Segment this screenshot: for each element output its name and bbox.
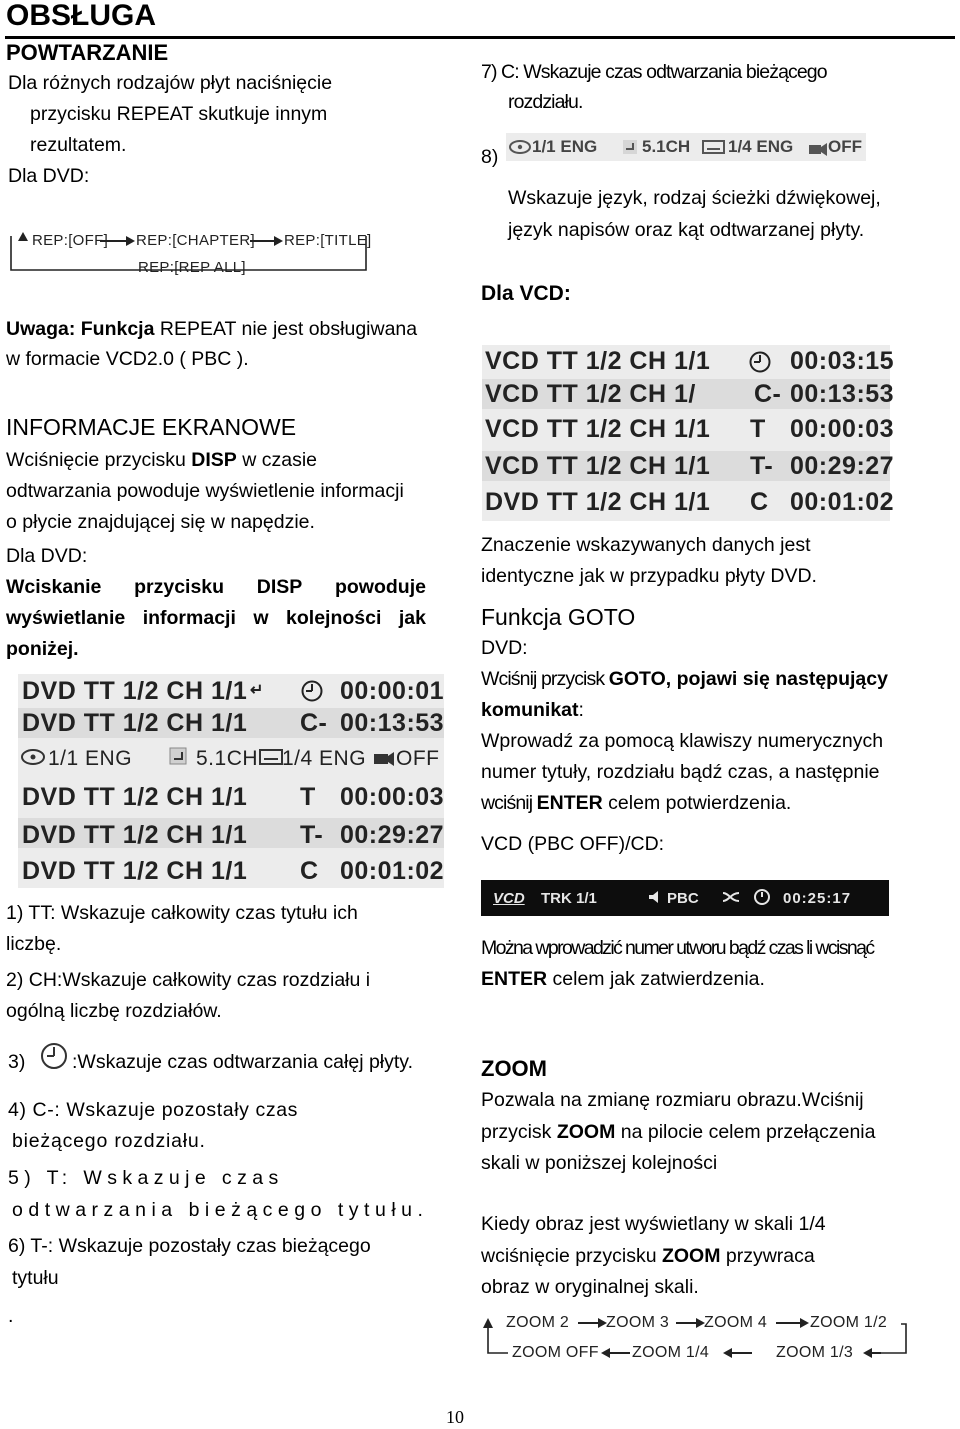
legend-2b: ogólną liczbę rozdziałów. bbox=[6, 1000, 222, 1022]
repeat-text-2: przycisku REPEAT skutkuje innym bbox=[30, 103, 328, 125]
legend-1b: liczbę. bbox=[6, 933, 62, 955]
vcd-text-1: Znaczenie wskazywanych danych jest bbox=[481, 534, 811, 556]
legend-6b: tytułu bbox=[12, 1267, 59, 1289]
zoom-text-4: Kiedy obraz jest wyświetlany w skali 1/4 bbox=[481, 1213, 826, 1235]
info-justified-3: poniżej. bbox=[6, 638, 79, 660]
goto-text-2: komunikat: bbox=[481, 699, 584, 721]
goto-dvd-label: DVD: bbox=[481, 637, 528, 659]
info-text-3: o płycie znajdującej się w napędzie. bbox=[6, 511, 315, 533]
repeat-note-2: w formacie VCD2.0 ( PBC ). bbox=[6, 348, 249, 370]
legend-4a: 4) C-: Wskazuje pozostały czas bbox=[8, 1099, 298, 1121]
audio-info-bar: 1/1 ENG 5.1CH 1/4 ENG OFF bbox=[506, 133, 866, 161]
zoom-2-label: ZOOM 2 bbox=[506, 1314, 570, 1331]
repeat-text-3: rezultatem. bbox=[30, 134, 127, 156]
info-dvd-label: Dla DVD: bbox=[6, 545, 88, 567]
info-justified-2: wyświetlanie informacji w kolejności jak bbox=[6, 607, 426, 629]
goto-text-7: ENTER celem jak zatwierdzenia. bbox=[481, 968, 765, 990]
time-readout: 00:25:17 bbox=[783, 890, 852, 907]
repeat-chapter-label: REP:[CHAPTER] bbox=[136, 232, 255, 249]
zoom-3-label: ZOOM 3 bbox=[606, 1314, 670, 1331]
goto-text-4: numer tytuły, rozdziału bądź czas, a następnie bbox=[481, 761, 880, 783]
subtitle-icon bbox=[258, 746, 284, 777]
clock-icon bbox=[748, 350, 772, 381]
pbc-label: PBC bbox=[667, 890, 699, 907]
page-number: 10 bbox=[446, 1407, 464, 1427]
header-rule bbox=[5, 36, 955, 39]
vcd-logo: VCD bbox=[493, 890, 525, 907]
zoom-text-2: przycisk ZOOM na pilocie celem przełączenia bbox=[481, 1121, 876, 1143]
legend-6a: 6) T-: Wskazuje pozostały czas bieżącego bbox=[8, 1235, 371, 1257]
clock-icon bbox=[300, 679, 324, 710]
goto-text-1: Wciśnij przycisk GOTO, pojawi się następujący bbox=[481, 668, 888, 690]
zoom-flow-diagram bbox=[482, 1310, 912, 1368]
repeat-text-1: Dla różnych rodzajów płyt naciśnięcie bbox=[8, 72, 333, 94]
repeat-heading: POWTARZANIE bbox=[6, 40, 169, 65]
repeat-title-label: REP:[TITLE] bbox=[284, 232, 372, 249]
dvd-display-panel: DVD TT 1/2 CH 1/1 ↵ 00:00:01 DVD TT 1/2 CH 1/1 C- 00:13:53 1/1 ENG 5.1CH 1/4 ENG OFF DVD TT 1/2 CH 1/1 T 00:00:03 DVD TT 1/2 CH 1/1 T- 00:29:27 DVD TT 1/2 CH 1/1 C 00:01:02 bbox=[18, 674, 444, 888]
legend-7a: 7) C: Wskazuje czas odtwarzania bieżącego bbox=[481, 61, 827, 83]
goto-text-6: Można wprowadzić numer utworu bądź czas li wcisnąć bbox=[481, 937, 874, 959]
zoom-heading: ZOOM bbox=[481, 1056, 547, 1081]
info-heading: INFORMACJE EKRANOWE bbox=[6, 414, 297, 440]
legend-5a: 5) T: Wskazuje czas bbox=[8, 1167, 284, 1189]
goto-text-5: wciśnij ENTER celem potwierdzenia. bbox=[481, 792, 792, 814]
info-text-2: odtwarzania powoduje wyświetlenie informacji bbox=[6, 480, 404, 502]
goto-text-3: Wprowadź za pomocą klawiszy numerycznych bbox=[481, 730, 884, 752]
repeat-flow-diagram bbox=[8, 222, 388, 278]
legend-8b: język napisów oraz kąt odtwarzanej płyty. bbox=[508, 219, 865, 241]
repeat-note: Uwaga: Funkcja REPEAT nie jest obsługiwana bbox=[6, 318, 418, 340]
vcd-status-bar bbox=[481, 880, 889, 916]
legend-3-number: 3) bbox=[8, 1051, 26, 1073]
legend-3b: :Wskazuje czas odtwarzania całęj płyty. bbox=[72, 1051, 414, 1073]
goto-vcd-label: VCD (PBC OFF)/CD: bbox=[481, 833, 665, 855]
repeat-all-label: REP:[REP ALL] bbox=[138, 259, 246, 276]
legend-4b: bieżącego rozdziału. bbox=[12, 1130, 206, 1152]
vcd-display-panel: VCD TT 1/2 CH 1/1 00:03:15 VCD TT 1/2 CH 1/ C- 00:13:53 VCD TT 1/2 CH 1/1 T 00:00:03 VCD TT 1/2 CH 1/1 T- 00:29:27 DVD TT 1/2 CH 1/1 C 00:01:02 bbox=[482, 345, 890, 521]
legend-7b: rozdziału. bbox=[508, 91, 583, 113]
vcd-text-2: identyczne jak w przypadku płyty DVD. bbox=[481, 565, 817, 587]
page-title: OBSŁUGA bbox=[6, 0, 156, 32]
zoom-text-6: obraz w oryginalnej skali. bbox=[481, 1276, 699, 1298]
legend-8a: Wskazuje język, rodzaj ścieżki dźwiękowej, bbox=[508, 187, 881, 209]
angle-camera-icon bbox=[372, 746, 396, 777]
zoom-text-5: wciśnięcie przycisku ZOOM przywraca bbox=[481, 1245, 815, 1267]
info-text-1: Wciśnięcie przycisku DISP w czasie bbox=[6, 449, 318, 471]
zoom-text-1: Pozwala na zmianę rozmiaru obrazu.Wciśnij bbox=[481, 1089, 864, 1111]
zoom-quarter-label: ZOOM 1/4 bbox=[632, 1344, 710, 1361]
legend-6c: . bbox=[8, 1305, 14, 1327]
legend-1a: 1) TT: Wskazuje całkowity czas tytułu ich bbox=[6, 902, 358, 924]
info-justified-1: Wciskanie przycisku DISP powoduje bbox=[6, 576, 426, 598]
zoom-text-3: skali w poniższej kolejności bbox=[481, 1152, 718, 1174]
legend-2a: 2) CH:Wskazuje całkowity czas rozdziału i bbox=[6, 969, 371, 991]
zoom-third-label: ZOOM 1/3 bbox=[776, 1344, 854, 1361]
track-label: TRK 1/1 bbox=[541, 890, 597, 907]
repeat-off-label: REP:[OFF] bbox=[32, 232, 109, 249]
vcd-heading: Dla VCD: bbox=[481, 282, 571, 305]
zoom-off-label: ZOOM OFF bbox=[512, 1344, 599, 1361]
repeat-dvd-label: Dla DVD: bbox=[8, 165, 90, 187]
legend-5b: odtwarzania bieżącego tytułu. bbox=[12, 1199, 429, 1221]
goto-heading: Funkcja GOTO bbox=[481, 604, 636, 630]
zoom-half-label: ZOOM 1/2 bbox=[810, 1314, 888, 1331]
zoom-4-label: ZOOM 4 bbox=[704, 1314, 768, 1331]
audio-icon bbox=[20, 745, 50, 778]
subtitle-arrow-icon bbox=[168, 746, 188, 777]
legend-8-number: 8) bbox=[481, 146, 499, 168]
